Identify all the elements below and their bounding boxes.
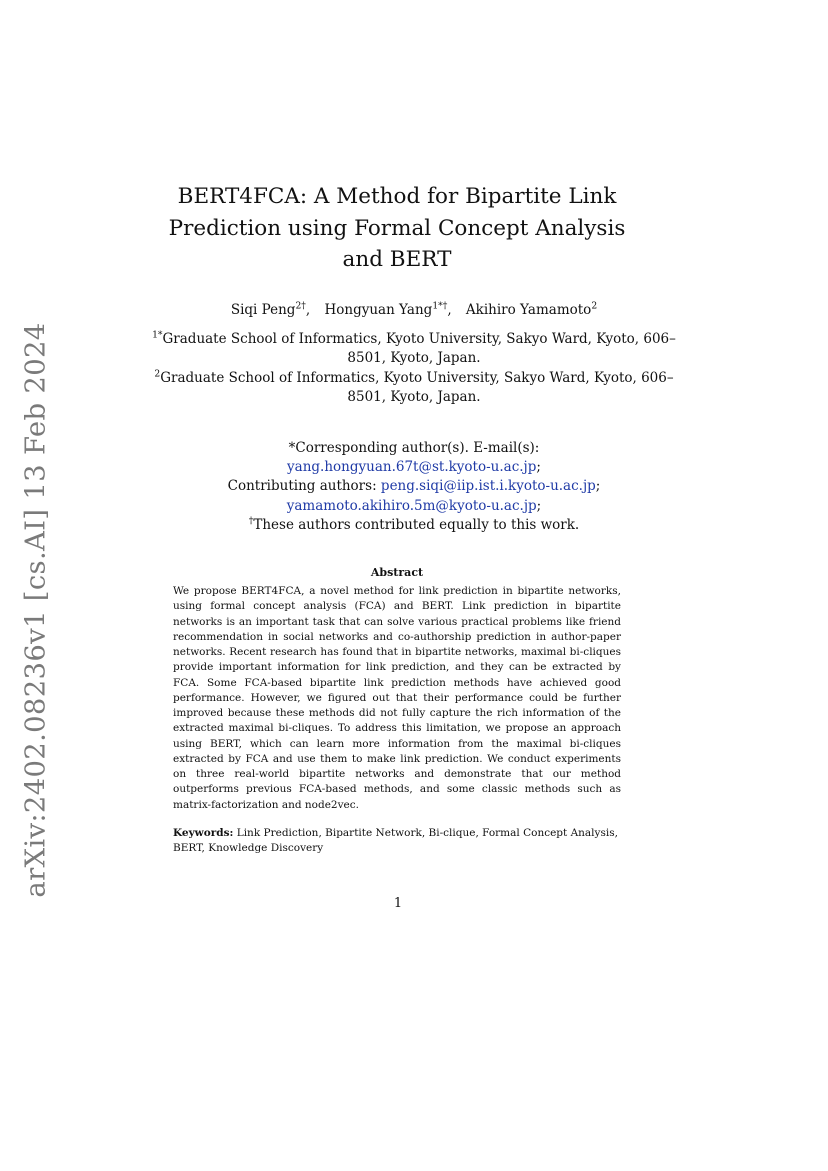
- dagger-mark: †: [248, 515, 254, 527]
- keywords-label: Keywords:: [173, 827, 234, 839]
- arxiv-identifier[interactable]: arXiv:2402.08236v1 [cs.AI] 13 Feb 2024: [20, 322, 53, 898]
- keywords: [173, 826, 621, 856]
- author-name: Akihiro Yamamoto: [465, 302, 592, 318]
- arxiv-sidebar: [18, 322, 54, 898]
- author-mark: 2: [591, 300, 598, 312]
- affiliation-mark: 1*: [152, 329, 163, 341]
- abstract-text: We propose BERT4FCA, a novel method for link prediction in bipartite networks, using formal concept analysis (FCA) and BERT. Link prediction in bipartite networks is an important task that can solve various practical problems like friend recommendation in social networks and co-authorship prediction in author-paper networks. Recent research has found that in bipartite networks, maximal bi-cliques provide important information for link prediction, and they can be extracted by FCA. Some FCA-based bipartite link prediction methods have achieved good performance. However, we figured out that their performance could be further improved because these methods did not fully capture the rich information of the extracted maximal bi-cliques. To address this limitation, we propose an approach using BERT, which can learn more information from the maximal bi-cliques extracted by FCA and use them to make link prediction. We conduct experiments on three real-world bipartite networks and demonstrate that our method outperforms previous FCA-based methods, and some classic methods such as matrix-factorization and node2vec.: [173, 585, 621, 811]
- affiliation: [140, 330, 688, 368]
- author-mark: 1*†: [432, 300, 448, 312]
- page-number: 1: [393, 896, 403, 911]
- author-name: Hongyuan Yang: [324, 302, 433, 318]
- contributing-label: Contributing authors:: [227, 478, 381, 495]
- abstract-heading: Abstract: [370, 566, 424, 579]
- correspondence-block: *Corresponding author(s). E-mail(s): yang.hongyuan.67t@st.kyoto-u.ac.jp; Contributing authors: peng.siqi@iip.ist.i.kyoto-u.ac.jp; yamamoto.akihiro.5m@kyoto-u.ac.jp; †These authors contributed equally to this work.: [140, 439, 688, 535]
- keywords-text: Link Prediction, Bipartite Network, Bi-clique, Formal Concept Analysis, BERT, Knowledge Discovery: [173, 827, 618, 855]
- author-list: Siqi Peng$^{2\dagger}$, Hongyuan Yang$^{1*\dagger}$, Akihiro Yamamoto$^2$: [230, 300, 598, 318]
- corresponding-email-link[interactable]: yang.hongyuan.67t@st.kyoto-u.ac.jp: [287, 459, 537, 476]
- contributing-email-link[interactable]: yamamoto.akihiro.5m@kyoto-u.ac.jp: [286, 497, 537, 514]
- affiliation: [140, 369, 688, 407]
- author-name: Siqi Peng: [230, 302, 296, 318]
- paper-title: BERT4FCA: A Method for Bipartite Link Prediction using Formal Concept Analysis and BERT: [168, 184, 626, 272]
- affiliation-mark: 2: [154, 368, 161, 380]
- affiliation-text: Graduate School of Informatics, Kyoto University, Sakyo Ward, Kyoto, 606–8501, Kyoto, Japan.: [162, 331, 676, 366]
- affiliation-text: Graduate School of Informatics, Kyoto University, Sakyo Ward, Kyoto, 606–8501, Kyoto, Japan.: [160, 370, 674, 405]
- equal-contribution-note: These authors contributed equally to this work.: [253, 516, 580, 533]
- author-mark: 2†: [295, 300, 306, 312]
- contributing-email-link[interactable]: peng.siqi@iip.ist.i.kyoto-u.ac.jp: [380, 478, 596, 495]
- corresponding-label: *Corresponding author(s). E-mail(s):: [288, 440, 540, 456]
